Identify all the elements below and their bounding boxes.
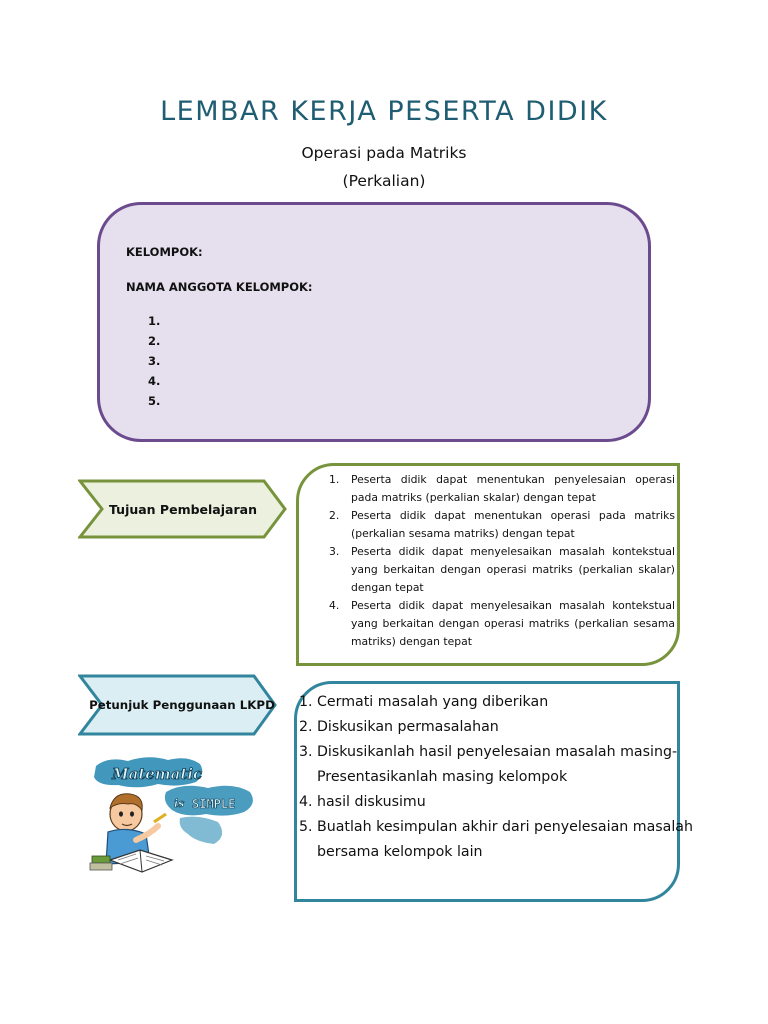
group-info-box [97,202,651,442]
instruction-line: 5. Buatlah kesimpulan akhir dari penyelesaian masalah [299,819,693,835]
member-item: 4. [148,374,161,388]
member-item: 1. [148,314,161,328]
instructions-tag [78,674,278,736]
instruction-line: bersama kelompok lain [317,844,483,860]
clipart-word-matematic: Matematic [112,765,203,783]
page-title: LEMBAR KERJA PESERTA DIDIK [160,96,608,127]
learning-goals-list [307,471,675,651]
member-item: 2. [148,334,161,348]
goal-item: 4. Peserta didik dapat menyelesaikan masalah kontekstual yang berkaitan dengan operasi matriks (perkalian sesama matriks) dengan tepat [329,599,675,648]
instruction-line: 2. Diskusikan permasalahan [299,719,499,735]
instruction-line: 4. hasil diskusimu [299,794,426,810]
group-label: KELOMPOK: [126,245,203,259]
student-reading-illustration [88,752,258,880]
learning-goals-box [296,463,680,666]
instruction-line: 3. Diskusikanlah hasil penyelesaian masalah masing- [299,744,678,760]
clipart-word-is: is [174,797,185,810]
page-subtitle-secondary: (Perkalian) [342,172,426,190]
instructions-tag-label: Petunjuk Penggunaan LKPD [89,698,275,712]
goal-item: 2. Peserta didik dapat menentukan operasi pada matriks (perkalian sesama matriks) dengan tepat [329,509,675,540]
member-item: 5. [148,394,161,408]
goals-tag-label: Tujuan Pembelajaran [109,501,257,517]
clipart-word-simple: SIMPLE [192,797,236,811]
members-label: NAMA ANGGOTA KELOMPOK: [126,280,313,294]
goals-tag [78,479,288,539]
instruction-line: 1. Cermati masalah yang diberikan [299,694,549,710]
goal-item: 3. Peserta didik dapat menyelesaikan masalah kontekstual yang berkaitan dengan operasi matriks (perkalian skalar) dengan tepat [329,545,675,594]
instruction-line: Presentasikanlah masing kelompok [317,769,568,785]
page-subtitle: Operasi pada Matriks [301,144,467,162]
instructions-box [294,681,693,902]
member-item: 3. [148,354,161,368]
math-student-clipart [88,752,258,880]
instructions-list [299,690,693,865]
goal-item: 1. Peserta didik dapat menentukan penyelesaian operasi pada matriks (perkalian skalar) dengan tepat [329,473,675,504]
member-list [148,311,160,411]
